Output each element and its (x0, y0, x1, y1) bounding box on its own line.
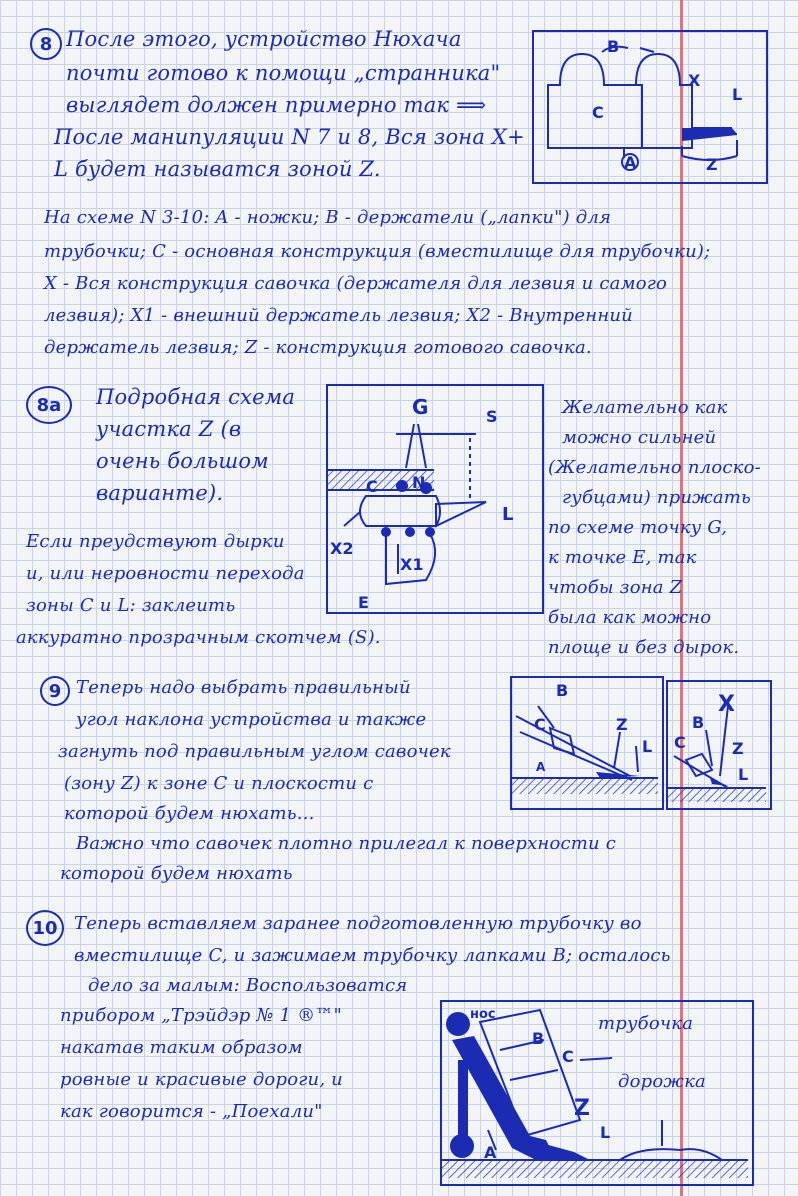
scheme-line-1: На схеме N 3-10: A - ножки; B - держатели („лапки") для (44, 207, 612, 228)
step-10-left-1: прибором „Трэйдэр № 1 ®™" (60, 1005, 343, 1026)
step-10-label-nos: нос (470, 1007, 496, 1022)
step-8a-left-2: и, или неровности перехода (26, 563, 305, 584)
step-8a-intro-3: очень большом (96, 449, 269, 473)
step-10-line-3: дело за малым: Воспользоватся (88, 975, 408, 996)
step-10-label-z: Z (574, 1096, 590, 1121)
step-9-diagram-1-drawing (510, 676, 660, 806)
step-8-label-a: A (624, 153, 637, 172)
step-10-left-3: ровные и красивые дороги, и (60, 1069, 343, 1090)
step-8a-right-7: чтобы зона Z (548, 577, 683, 598)
step-10-left-2: накатав таким образом (60, 1037, 303, 1058)
scheme-line-3: X - Вся конструкция савочка (держателя для лезвия и самого (44, 273, 668, 294)
step-9-d1-label-b: B (556, 681, 569, 700)
step-8a-intro-2: участка Z (в (96, 417, 242, 441)
step-8a-right-8: была как можно (548, 607, 712, 628)
scheme-line-5: держатель лезвия; Z - конструкция готового савочка. (44, 337, 592, 358)
step-8a-right-3: (Желательно плоско- (548, 457, 761, 478)
step-9-d2-label-x: X (718, 692, 735, 717)
step-8-line-1: После этого, устройство Нюхача (66, 27, 462, 51)
step-8a-intro-4: варианте). (96, 481, 224, 505)
step-10-label-b: B (532, 1029, 545, 1048)
step-8a-label-x1: X1 (400, 555, 424, 574)
step-8a-label-e: E (358, 593, 369, 612)
step-10-line-2: вместилище C, и зажимаем трубочку лапками B; осталось (74, 945, 671, 966)
step-8a-left-4: аккуратно прозрачным скотчем (S). (16, 627, 381, 648)
step-8-label-z: Z (706, 155, 718, 174)
step-10-left-4: как говорится - „Поехали" (60, 1101, 323, 1122)
step-8a-right-5: по схеме точку G, (548, 517, 728, 538)
step-10-number: 10 (26, 910, 64, 946)
step-8a-label-g: G (412, 395, 429, 419)
step-9-extra-2: которой будем нюхать (60, 863, 293, 884)
step-9-line-2: угол наклона устройства и также (76, 709, 427, 730)
step-8a-left-3: зоны C и L: заклеить (26, 595, 236, 616)
step-10-label-c: C (562, 1047, 574, 1066)
step-10-label-l: L (600, 1123, 611, 1142)
step-8a-right-2: можно сильней (562, 427, 717, 448)
step-8-line-4: После манипуляции N 7 и 8, Вся зона X+ (54, 125, 525, 149)
step-8-line-5: L будет называтся зоной Z. (54, 157, 381, 181)
step-10-line-1: Теперь вставляем заранее подготовленную трубочку во (74, 913, 642, 934)
step-8-line-3: выглядет должен примерно так ⟹ (66, 93, 487, 117)
step-8a-label-n: N (412, 473, 426, 492)
step-8a-label-x2: X2 (330, 539, 354, 558)
step-10-label-a: A (484, 1143, 497, 1162)
step-9-d2-label-c: C (674, 733, 686, 752)
step-9-line-1: Теперь надо выбрать правильный (76, 677, 411, 698)
step-8a-intro-1: Подробная схема (96, 385, 296, 409)
step-8-label-x: X (688, 71, 701, 90)
step-8a-diagram-drawing (326, 384, 540, 610)
step-9-line-3: загнуть под правильным углом савочек (58, 741, 451, 762)
scheme-line-4: лезвия); X1 - внешний держатель лезвия; X2 - Внутренний (44, 305, 633, 326)
step-8a-right-9: площе и без дырок. (548, 637, 740, 658)
step-9-d1-label-z: Z (616, 715, 628, 734)
step-8a-left-1: Если преудствуют дырки (26, 531, 285, 552)
step-9-number: 9 (40, 676, 70, 706)
step-9-d2-label-l: L (738, 765, 749, 784)
scheme-line-2: трубочки; C - основная конструкция (вместилище для трубочки); (44, 241, 711, 262)
step-9-line-5: которой будем нюхать... (64, 803, 315, 824)
step-9-d2-label-b: B (692, 713, 705, 732)
step-9-d1-label-l: L (642, 737, 653, 756)
step-10-label-path: дорожка (618, 1071, 706, 1092)
step-8-diagram-drawing (532, 30, 764, 180)
step-9-line-4: (зону Z) к зоне C и плоскости с (64, 773, 374, 794)
step-8-line-2: почти готово к помощи „странника" (66, 61, 501, 85)
step-8a-label-c: C (366, 477, 378, 496)
step-8-label-c: C (592, 103, 604, 122)
step-8a-label-s: S (486, 407, 498, 426)
step-10-label-tube: трубочка (598, 1013, 694, 1034)
step-8-label-l: L (732, 85, 743, 104)
step-8a-number: 8a (26, 386, 72, 424)
step-8a-right-6: к точке E, так (548, 547, 697, 568)
step-8-number: 8 (30, 28, 62, 60)
step-9-extra-1: Важно что савочек плотно прилегал к поверхности с (76, 833, 617, 854)
step-9-d1-label-c: C (534, 715, 546, 734)
step-8a-right-4: губцами) прижать (562, 487, 752, 508)
step-9-d2-label-z: Z (732, 739, 744, 758)
step-8a-right-1: Желательно как (562, 397, 728, 418)
step-8a-label-l: L (502, 504, 514, 525)
step-9-d1-label-a: A (536, 760, 546, 774)
step-8-label-b: B (607, 37, 620, 56)
